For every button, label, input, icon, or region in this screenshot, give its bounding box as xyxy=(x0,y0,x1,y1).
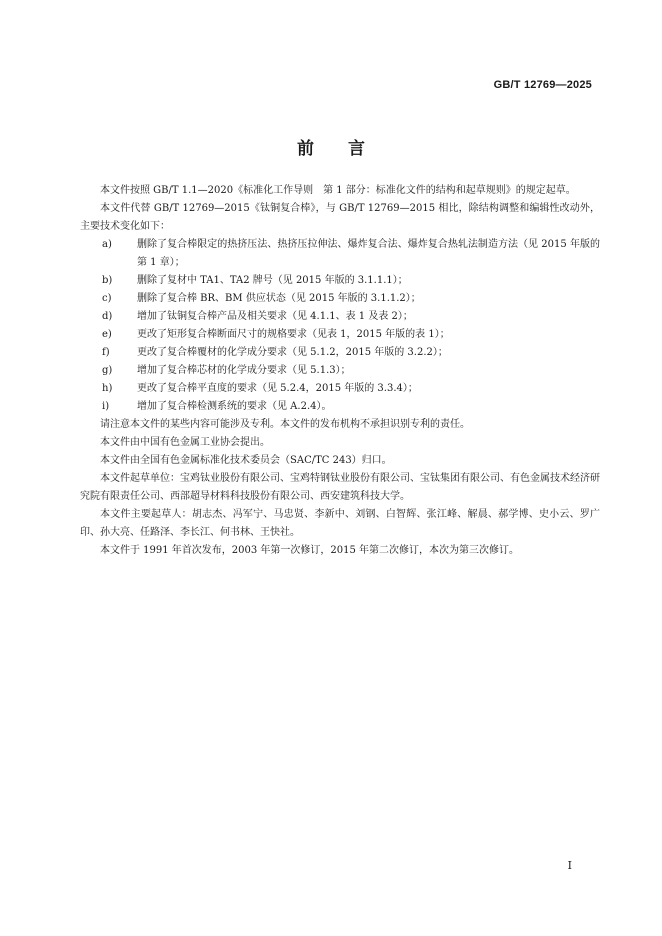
list-marker: i) xyxy=(102,401,110,412)
list-marker: c) xyxy=(102,293,112,304)
list-marker: f) xyxy=(102,347,110,358)
list-item xyxy=(80,380,600,398)
intro-paragraph: 本文件代替 GB/T 12769—2015《钛铜复合棒》，与 GB/T 12769—2015 相比，除结构调整和编辑性改动外，主要技术变化如下： xyxy=(80,203,600,232)
list-item xyxy=(80,344,600,362)
list-item xyxy=(80,326,600,344)
list-marker: a) xyxy=(102,239,112,250)
list-text: 删除了复合棒限定的热挤压法、热挤压拉伸法、爆炸复合法、爆炸复合热轧法制造方法（见 2015 年版的第 1 章）； xyxy=(137,239,600,268)
list-text: 更改了复合棒平直度的要求（见 5.2.4，2015 年版的 3.3.4）； xyxy=(137,383,418,394)
list-item xyxy=(80,398,600,416)
list-text: 增加了复合棒检测系统的要求（见 A.2.4）。 xyxy=(137,401,332,412)
drafters: 本文件主要起草人：胡志杰、冯军宁、马忠贤、李新中、刘钢、白智辉、张江峰、解晨、郝学博、史小云、罗广印、孙大亮、任路泽、李长江、何书林、王快社。 xyxy=(80,509,600,538)
list-text: 更改了复合棒覆材的化学成分要求（见 5.1.2，2015 年版的 3.2.2）； xyxy=(137,347,448,358)
list-item xyxy=(80,308,600,326)
intro-paragraph: 本文件按照 GB/T 1.1—2020《标准化工作导则 第 1 部分：标准化文件的结构和起草规则》的规定起草。 xyxy=(100,185,576,196)
list-text: 删除了复合棒 BR、BM 供应状态（见 2015 年版的 3.1.1.2）； xyxy=(137,293,421,304)
page-number: I xyxy=(567,859,572,872)
list-item xyxy=(80,272,600,290)
committee-statement: 本文件由全国有色金属标准化技术委员会（SAC/TC 243）归口。 xyxy=(100,455,392,466)
list-text: 删除了复材中 TA1、TA2 牌号（见 2015 年版的 3.1.1.1）； xyxy=(137,275,408,286)
revision-history: 本文件于 1991 年首次发布，2003 年第一次修订，2015 年第二次修订，本次为第三次修订。 xyxy=(100,545,520,556)
list-marker: d) xyxy=(102,311,113,322)
drafting-units: 本文件起草单位：宝鸡钛业股份有限公司、宝鸡特钢钛业股份有限公司、宝钛集团有限公司、有色金属技术经济研究院有限责任公司、西部超导材料科技股份有限公司、西安建筑科技大学。 xyxy=(80,473,600,502)
list-item xyxy=(80,290,600,308)
patent-notice: 请注意本文件的某些内容可能涉及专利。本文件的发布机构不承担识别专利的责任。 xyxy=(100,419,470,430)
list-text: 增加了钛铜复合棒产品及相关要求（见 4.1.1、表 1 及表 2）； xyxy=(137,311,413,322)
list-marker: h) xyxy=(102,383,113,394)
standard-code: GB/T 12769—2025 xyxy=(493,79,592,91)
list-marker: e) xyxy=(102,329,112,340)
page-title: 前言 xyxy=(297,139,399,159)
technical-changes-list xyxy=(80,236,600,416)
list-text: 增加了复合棒芯材的化学成分要求（见 5.1.3）； xyxy=(137,365,351,376)
list-item xyxy=(80,236,600,272)
list-item xyxy=(80,362,600,380)
list-marker: g) xyxy=(102,365,113,376)
foreword-body xyxy=(80,182,600,560)
proposer-statement: 本文件由中国有色金属工业协会提出。 xyxy=(100,437,270,448)
list-marker: b) xyxy=(102,275,113,286)
list-text: 更改了矩形复合棒断面尺寸的规格要求（见表 1，2015 年版的表 1）； xyxy=(137,329,450,340)
